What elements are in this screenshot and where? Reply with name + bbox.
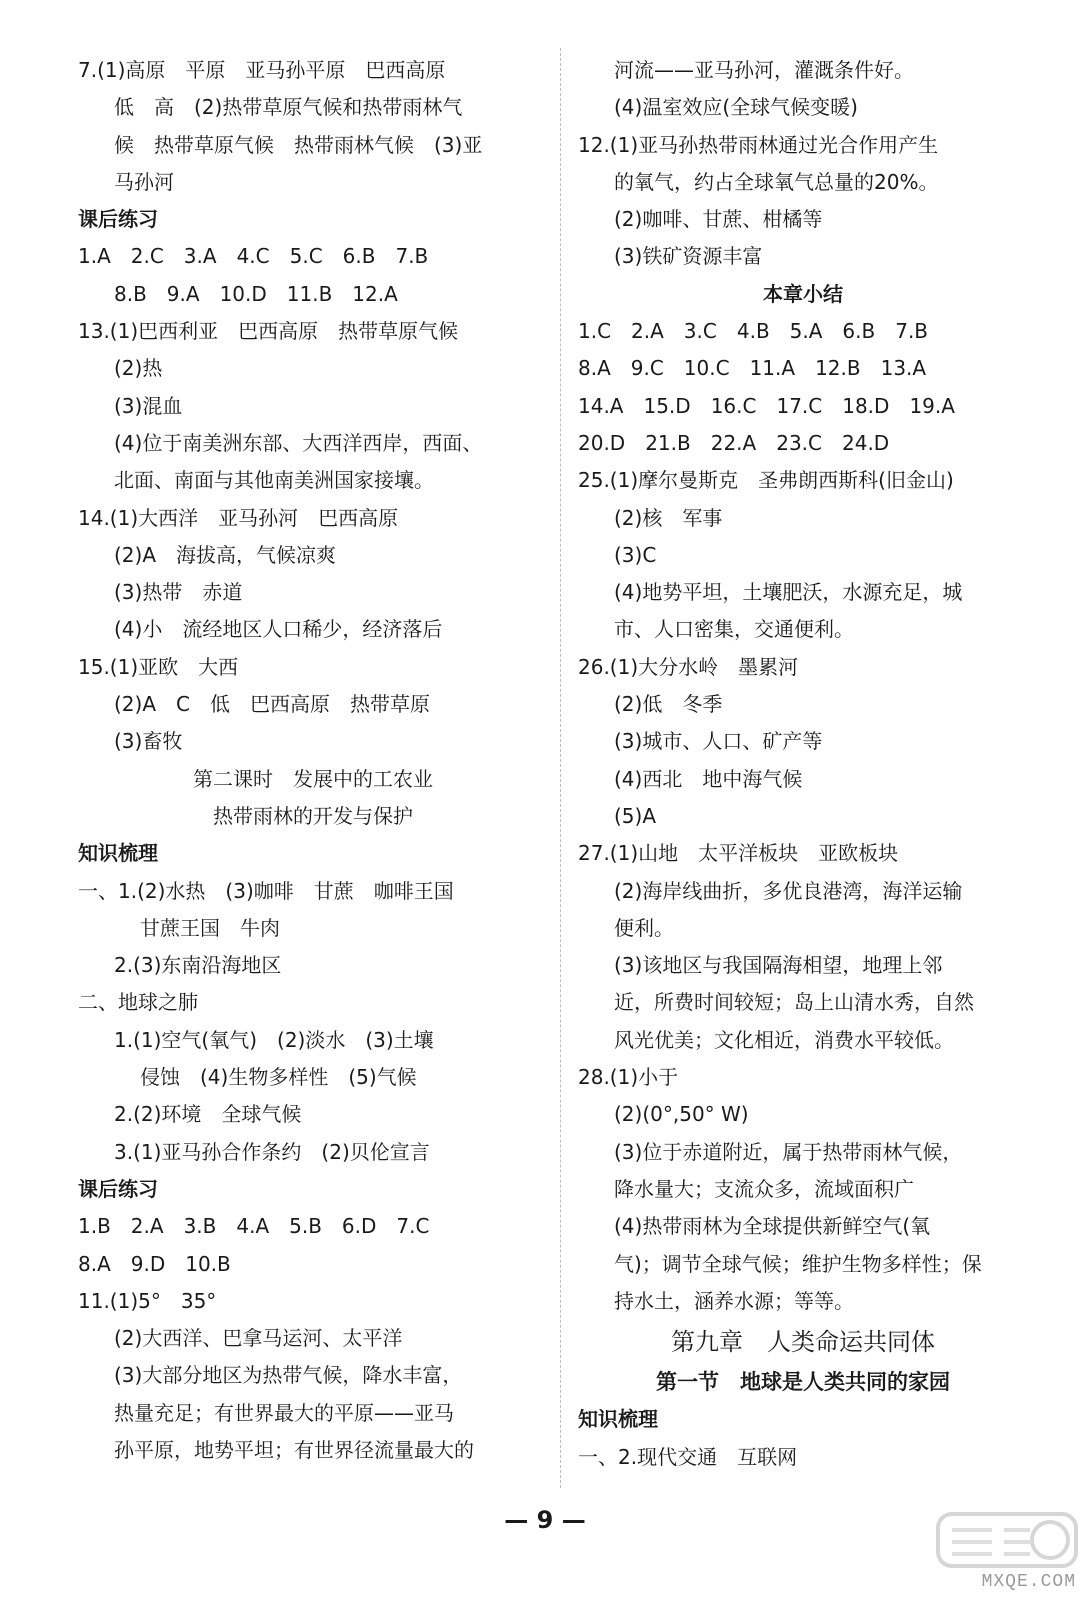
page-number: — 9 — [504, 1506, 586, 1534]
left-column-line: 课后练习 [78, 1176, 158, 1201]
left-column-line: 11.(1)5° 35° [78, 1288, 217, 1313]
right-column-line: 20.D 21.B 22.A 23.C 24.D [578, 430, 890, 455]
left-column-line: 第二课时 发展中的工农业 [193, 766, 433, 791]
right-column-line: 28.(1)小于 [578, 1065, 679, 1090]
left-column-line: 3.(1)亚马孙合作条约 (2)贝伦宣言 [114, 1139, 430, 1164]
right-column-line: 12.(1)亚马孙热带雨林通过光合作用产生 [578, 132, 939, 157]
right-column-line: (4)热带雨林为全球提供新鲜空气(氧 [614, 1214, 931, 1239]
left-column [78, 52, 548, 1469]
left-column-line: 8.B 9.A 10.D 11.B 12.A [114, 281, 398, 306]
right-column-line: 便利。 [614, 915, 674, 940]
left-column-line: 候 热带草原气候 热带雨林气候 (3)亚 [114, 132, 483, 157]
right-column-line: 气)；调节全球气候；维护生物多样性；保 [614, 1251, 982, 1276]
right-column-line: 14.A 15.D 16.C 17.C 18.D 19.A [578, 393, 955, 418]
left-column-line: (2)A 海拔高，气候凉爽 [114, 542, 337, 567]
right-column-line: (4)地势平坦，土壤肥沃，水源充足，城 [614, 580, 963, 605]
right-column-line: (3)城市、人口、矿产等 [614, 729, 823, 754]
left-column-line: 侵蚀 (4)生物多样性 (5)气候 [140, 1065, 417, 1090]
right-column-line: 市、人口密集，交通便利。 [614, 617, 854, 642]
left-column-line: 7.(1)高原 平原 亚马孙平原 巴西高原 [78, 58, 446, 82]
left-column-line: 热带雨林的开发与保护 [213, 803, 413, 828]
left-column-line: (3)大部分地区为热带气候，降水丰富， [114, 1363, 463, 1388]
left-column-line: 1.B 2.A 3.B 4.A 5.B 6.D 7.C [78, 1214, 430, 1239]
right-column-line: 持水土，涵养水源；等等。 [614, 1288, 854, 1313]
right-column-line: 知识梳理 [578, 1407, 658, 1432]
left-column-line: (2)大西洋、巴拿马运河、太平洋 [114, 1326, 403, 1351]
left-column-line: 低 高 (2)热带草原气候和热带雨林气 [114, 95, 463, 120]
watermark-domain: MXQE.COM [981, 1572, 1076, 1592]
right-column-line: 降水量大；支流众多，流域面积广 [614, 1176, 914, 1201]
right-column-line: (3)C [614, 542, 657, 567]
column-divider [560, 48, 561, 1488]
right-column-line: (2)海岸线曲折，多优良港湾，海洋运输 [614, 878, 963, 903]
right-column-line: (2)咖啡、甘蔗、柑橘等 [614, 207, 823, 232]
left-column-line: 15.(1)亚欧 大西 [78, 654, 239, 679]
right-column-line: 第九章 人类命运共同体 [671, 1328, 935, 1357]
right-column-line: (2)(0°,50° W) [614, 1102, 749, 1127]
right-column-line: (4)西北 地中海气候 [614, 766, 803, 791]
right-column [578, 52, 1028, 1476]
right-column-line: (3)位于赤道附近，属于热带雨林气候， [614, 1139, 963, 1164]
right-column-line: 近，所费时间较短；岛上山清水秀，自然 [614, 990, 974, 1015]
left-column-line: 14.(1)大西洋 亚马孙河 巴西高原 [78, 505, 399, 530]
left-column-line: (2)A C 低 巴西高原 热带草原 [114, 692, 430, 717]
left-column-line: (3)热带 赤道 [114, 580, 243, 605]
left-column-line: 孙平原，地势平坦；有世界径流量最大的 [114, 1437, 474, 1462]
left-column-line: 1.(1)空气(氧气) (2)淡水 (3)土壤 [114, 1027, 434, 1052]
left-column-line: 1.A 2.C 3.A 4.C 5.C 6.B 7.B [78, 244, 429, 269]
right-column-line: 1.C 2.A 3.C 4.B 5.A 6.B 7.B [578, 319, 929, 344]
right-column-line: 26.(1)大分水岭 墨累河 [578, 654, 799, 679]
left-column-line: (3)混血 [114, 393, 183, 418]
right-column-line: 本章小结 [763, 281, 843, 306]
left-column-line: (4)位于南美洲东部、大西洋西岸，西面、 [114, 430, 483, 455]
left-column-line: 课后练习 [78, 207, 158, 232]
left-column-line: 甘蔗王国 牛肉 [140, 915, 280, 940]
left-column-line: 马孙河 [114, 169, 174, 194]
left-column-line: (2)热 [114, 356, 163, 381]
right-column-line: 第一节 地球是人类共同的家园 [656, 1370, 950, 1395]
left-column-line: 2.(3)东南沿海地区 [114, 953, 282, 978]
left-column-line: 2.(2)环境 全球气候 [114, 1102, 302, 1127]
left-column-line: (3)畜牧 [114, 729, 183, 754]
left-column-line: 知识梳理 [78, 841, 158, 866]
right-column-line: 8.A 9.C 10.C 11.A 12.B 13.A [578, 356, 927, 381]
right-column-line: (5)A [614, 803, 657, 828]
left-column-line: 二、地球之肺 [78, 990, 198, 1015]
right-column-line: 的氧气，约占全球氧气总量的20%。 [614, 169, 939, 194]
left-column-line: 一、1.(2)水热 (3)咖啡 甘蔗 咖啡王国 [78, 878, 454, 903]
right-column-line: 25.(1)摩尔曼斯克 圣弗朗西斯科(旧金山) [578, 468, 954, 493]
right-column-line: 河流——亚马孙河，灌溉条件好。 [614, 58, 914, 82]
right-column-line: (4)温室效应(全球气候变暖) [614, 95, 858, 120]
right-column-line: (3)该地区与我国隔海相望，地理上邻 [614, 953, 943, 978]
right-column-line: (2)低 冬季 [614, 692, 723, 717]
right-column-line: 27.(1)山地 太平洋板块 亚欧板块 [578, 841, 899, 866]
right-column-line: (2)核 军事 [614, 505, 723, 530]
left-column-line: 8.A 9.D 10.B [78, 1251, 231, 1276]
right-column-line: 一、2.现代交通 互联网 [578, 1444, 798, 1469]
left-column-line: 热量充足；有世界最大的平原——亚马 [114, 1400, 454, 1425]
right-column-line: 风光优美；文化相近，消费水平较低。 [614, 1027, 954, 1052]
right-column-line: (3)铁矿资源丰富 [614, 244, 763, 269]
left-column-line: 北面、南面与其他南美洲国家接壤。 [114, 468, 434, 493]
left-column-line: (4)小 流经地区人口稀少，经济落后 [114, 617, 443, 642]
left-column-line: 13.(1)巴西利亚 巴西高原 热带草原气候 [78, 319, 459, 344]
